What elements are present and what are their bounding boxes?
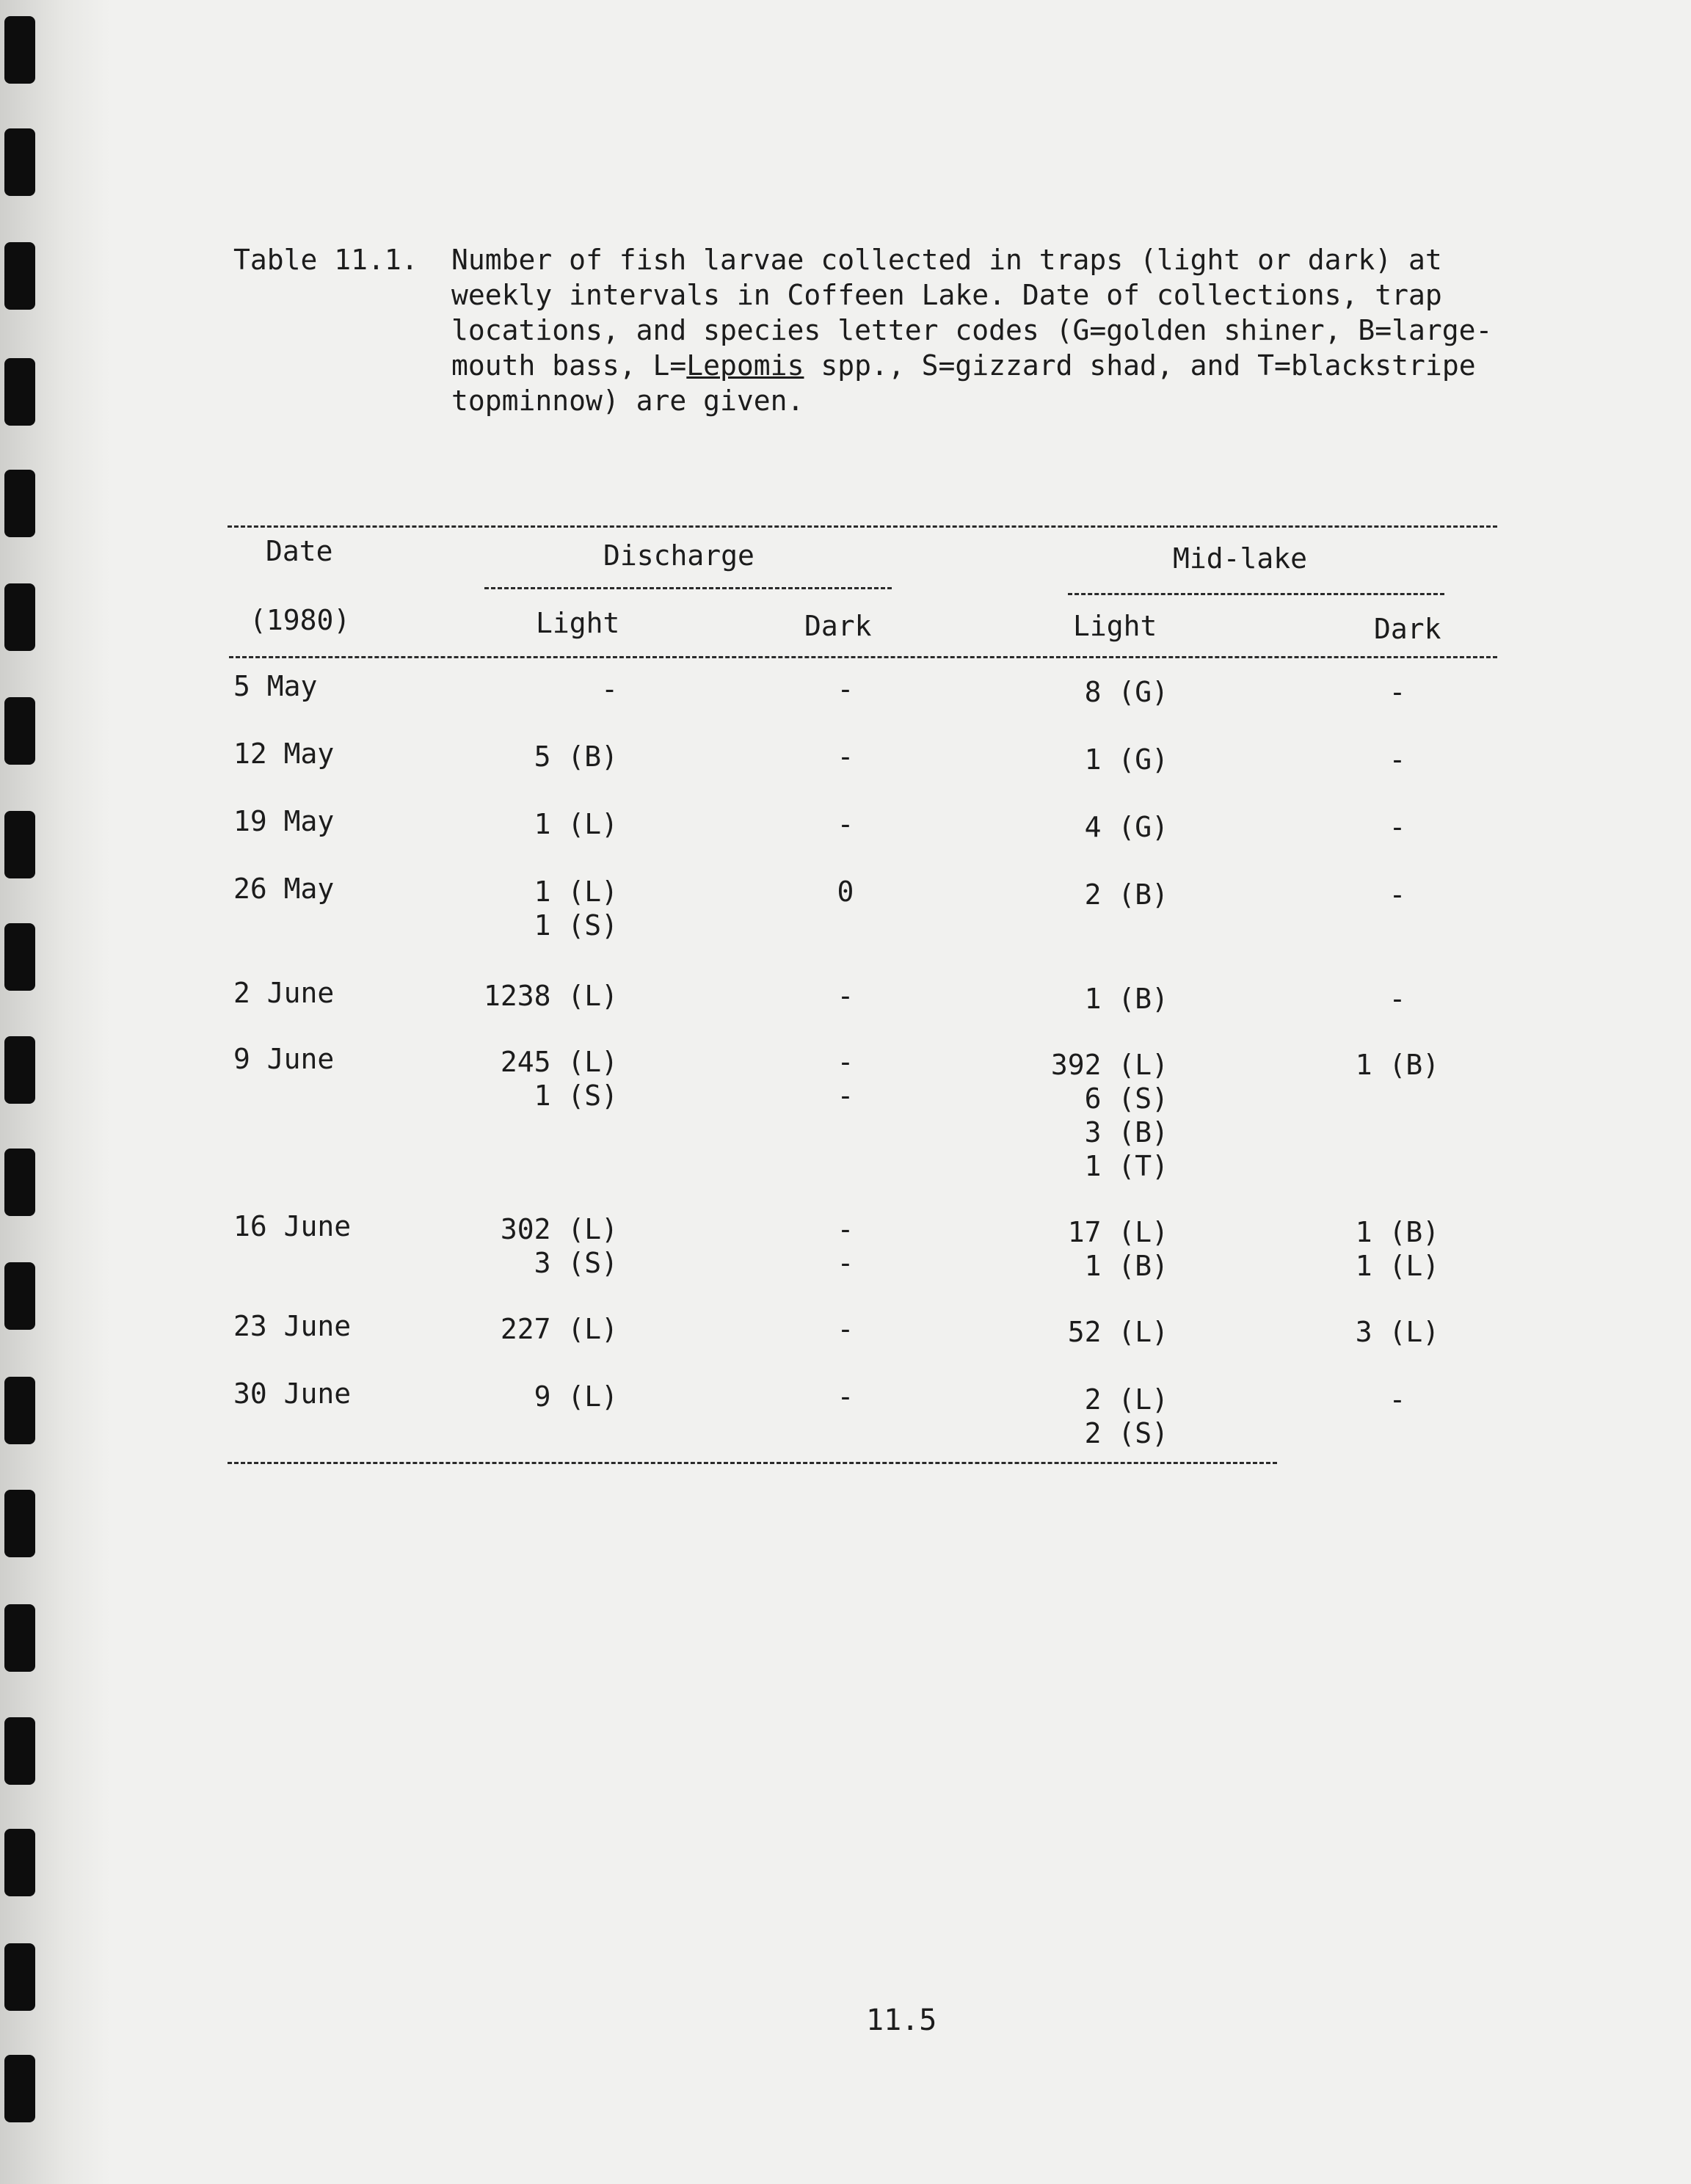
- binder-ring: [4, 358, 35, 426]
- binder-ring: [4, 2055, 35, 2122]
- caption-line-2: weekly intervals in Coffeen Lake. Date of collections, trap: [451, 279, 1442, 311]
- cell-date: 2 June: [233, 977, 335, 1009]
- cell-midlake-light: 1 (B): [1084, 1250, 1168, 1282]
- cell-midlake-dark: -: [1389, 878, 1406, 911]
- binder-ring: [4, 1377, 35, 1444]
- cell-discharge-dark: -: [837, 808, 854, 840]
- cell-discharge-light: 3 (S): [534, 1247, 618, 1279]
- cell-date: 5 May: [233, 670, 318, 702]
- cell-midlake-light: 3 (B): [1084, 1116, 1168, 1149]
- table-bottom-rule: [228, 1462, 1277, 1464]
- cell-discharge-light: 1 (S): [534, 909, 618, 942]
- cell-date: 12 May: [233, 738, 335, 770]
- cell-discharge-dark: -: [837, 1247, 854, 1279]
- cell-discharge-dark: -: [837, 1380, 854, 1413]
- binder-ring: [4, 242, 35, 310]
- cell-discharge-dark: 0: [837, 876, 854, 908]
- cell-discharge-light: 245 (L): [500, 1046, 618, 1078]
- caption-line-4-end: spp., S=gizzard shad, and T=blackstripe: [804, 349, 1476, 382]
- cell-midlake-dark: 1 (B): [1355, 1049, 1440, 1081]
- table-caption: [451, 242, 1494, 418]
- header-discharge-light: Light: [536, 607, 620, 639]
- cell-midlake-light: 2 (S): [1084, 1417, 1168, 1449]
- cell-midlake-dark: 3 (L): [1355, 1316, 1440, 1348]
- cell-discharge-light: -: [601, 673, 618, 705]
- cell-discharge-light: 1 (L): [534, 808, 618, 840]
- cell-date: 26 May: [233, 873, 335, 905]
- header-midlake: Mid-lake: [1173, 542, 1308, 575]
- cell-midlake-dark: -: [1389, 811, 1406, 843]
- binder-ring: [4, 1262, 35, 1330]
- table-label: Table 11.1.: [233, 244, 418, 276]
- discharge-span-rule: [484, 587, 892, 589]
- cell-midlake-dark: -: [1389, 1383, 1406, 1416]
- cell-midlake-light: 2 (B): [1084, 878, 1168, 911]
- binder-ring: [4, 811, 35, 878]
- header-midlake-dark: Dark: [1374, 613, 1441, 645]
- cell-midlake-light: 52 (L): [1067, 1316, 1168, 1348]
- binder-ring: [4, 1036, 35, 1104]
- cell-midlake-light: 8 (G): [1084, 676, 1168, 708]
- cell-discharge-light: 1 (L): [534, 876, 618, 908]
- header-discharge-dark: Dark: [804, 610, 872, 642]
- binder-ring: [4, 16, 35, 84]
- binder-ring: [4, 128, 35, 196]
- cell-midlake-dark: 1 (L): [1355, 1250, 1440, 1282]
- header-midlake-light: Light: [1073, 610, 1157, 642]
- header-year: (1980): [250, 604, 351, 636]
- binder-ring: [4, 1717, 35, 1785]
- cell-midlake-dark: -: [1389, 743, 1406, 776]
- cell-date: 9 June: [233, 1043, 335, 1075]
- binder-ring: [4, 697, 35, 765]
- cell-midlake-light: 2 (L): [1084, 1383, 1168, 1416]
- caption-line-4-start: mouth bass, L=: [451, 349, 687, 382]
- header-date: Date: [266, 535, 333, 567]
- caption-line-4: [451, 348, 1494, 383]
- cell-date: 23 June: [233, 1310, 352, 1342]
- cell-midlake-light: 1 (T): [1084, 1150, 1168, 1182]
- cell-date: 19 May: [233, 805, 335, 837]
- cell-discharge-light: 227 (L): [500, 1313, 618, 1345]
- cell-discharge-dark: -: [837, 1046, 854, 1078]
- caption-line-1: Number of fish larvae collected in traps (light or dark) at: [451, 244, 1442, 276]
- cell-discharge-light: 302 (L): [500, 1213, 618, 1245]
- header-discharge: Discharge: [603, 539, 754, 572]
- caption-line-3: locations, and species letter codes (G=golden shiner, B=large-: [451, 314, 1493, 346]
- cell-discharge-dark: -: [837, 980, 854, 1012]
- cell-discharge-light: 9 (L): [534, 1380, 618, 1413]
- cell-midlake-light: 17 (L): [1067, 1216, 1168, 1248]
- binder-ring: [4, 1829, 35, 1896]
- binder-ring: [4, 1149, 35, 1216]
- cell-midlake-light: 1 (B): [1084, 983, 1168, 1015]
- cell-midlake-dark: -: [1389, 983, 1406, 1015]
- cell-discharge-light: 1 (S): [534, 1080, 618, 1112]
- cell-discharge-dark: -: [837, 1313, 854, 1345]
- binder-ring: [4, 923, 35, 991]
- genus-name: Lepomis: [686, 349, 804, 382]
- table-top-rule: [228, 525, 1497, 528]
- binder-ring: [4, 1604, 35, 1672]
- cell-discharge-dark: -: [837, 673, 854, 705]
- cell-discharge-light: 5 (B): [534, 740, 618, 773]
- cell-midlake-light: 6 (S): [1084, 1082, 1168, 1115]
- cell-discharge-light: 1238 (L): [483, 980, 618, 1012]
- cell-midlake-light: 392 (L): [1050, 1049, 1168, 1081]
- midlake-span-rule: [1068, 593, 1444, 595]
- cell-midlake-light: 1 (G): [1084, 743, 1168, 776]
- binder-ring: [4, 583, 35, 651]
- cell-discharge-dark: -: [837, 1213, 854, 1245]
- cell-midlake-dark: 1 (B): [1355, 1216, 1440, 1248]
- caption-line-5: topminnow) are given.: [451, 385, 804, 417]
- cell-midlake-dark: -: [1389, 676, 1406, 708]
- binder-ring: [4, 1943, 35, 2011]
- cell-date: 16 June: [233, 1210, 352, 1242]
- header-bottom-rule: [229, 656, 1497, 658]
- cell-discharge-dark: -: [837, 740, 854, 773]
- cell-date: 30 June: [233, 1377, 352, 1410]
- cell-midlake-light: 4 (G): [1084, 811, 1168, 843]
- binder-ring: [4, 470, 35, 537]
- cell-discharge-dark: -: [837, 1080, 854, 1112]
- binder-ring: [4, 1490, 35, 1557]
- page-number: 11.5: [866, 2003, 937, 2037]
